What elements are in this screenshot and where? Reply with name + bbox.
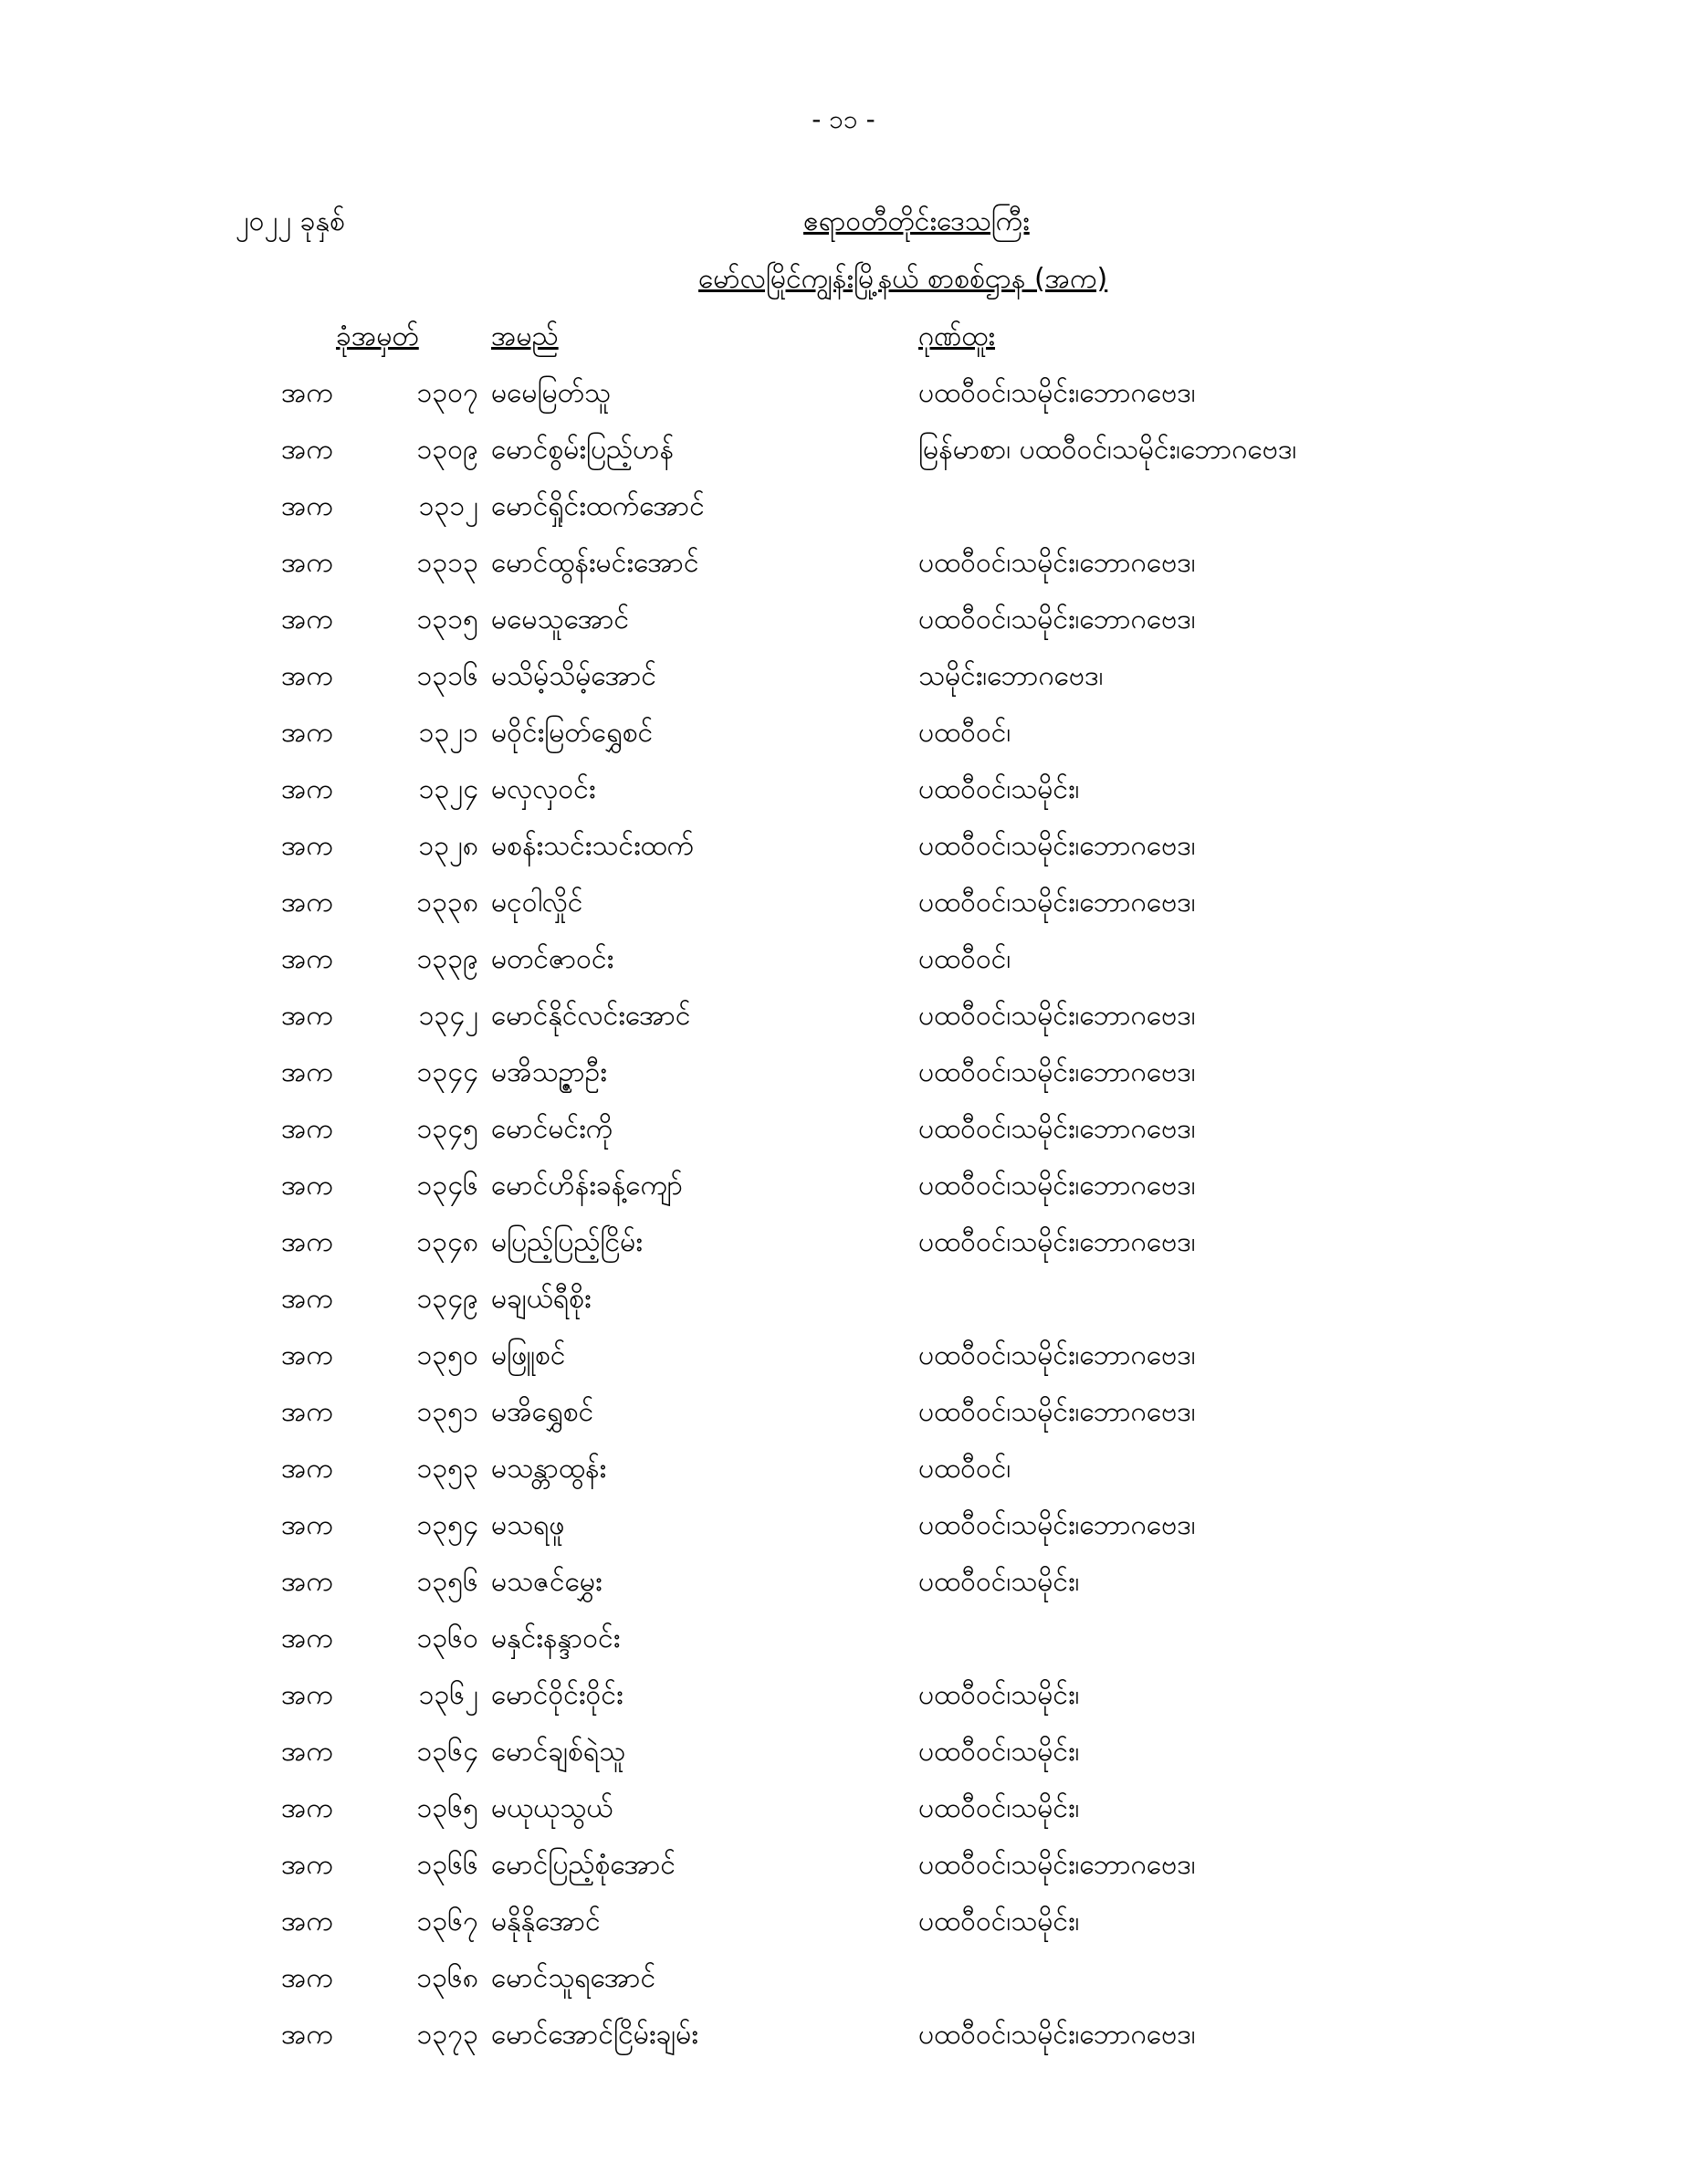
roll-number: ၁၃၅၃ — [416, 1453, 478, 1485]
roll-number: ၁၃၁၂ — [418, 490, 478, 522]
list-item — [0, 1337, 1687, 1393]
list-item — [0, 1563, 1687, 1620]
distinction-subjects: ပထဝီဝင်၊သမိုင်း၊ဘောဂဗေဒ၊ — [918, 1509, 1196, 1541]
list-item — [0, 1167, 1687, 1223]
roll-prefix: အက — [281, 1226, 333, 1258]
roll-number: ၁၃၀၉ — [416, 434, 478, 466]
roll-prefix: အက — [281, 1113, 333, 1145]
distinction-subjects: ပထဝီဝင်၊ — [918, 717, 1011, 749]
list-item — [0, 1846, 1687, 1903]
roll-number: ၁၃၄၉ — [416, 1283, 478, 1315]
roll-prefix: အက — [281, 943, 333, 975]
roll-number: ၁၃၀၇ — [416, 377, 478, 409]
roll-number: ၁၃၆၅ — [416, 1792, 478, 1824]
student-name: မဝိုင်းမြတ်ရွှေစင် — [491, 717, 654, 749]
list-item — [0, 1450, 1687, 1507]
roll-prefix: အက — [281, 660, 333, 692]
roll-prefix: အက — [281, 1566, 333, 1598]
roll-number: ၁၃၆၄ — [416, 1736, 478, 1768]
distinction-subjects: မြန်မာစာ၊ ပထဝီဝင်၊သမိုင်း၊ဘောဂဗေဒ၊ — [918, 434, 1297, 466]
student-name: မစန်းသင်းသင်းထက် — [491, 830, 695, 862]
roll-number: ၁၃၄၆ — [416, 1170, 478, 1202]
roll-number: ၁၃၄၄ — [416, 1056, 478, 1088]
roll-prefix: အက — [281, 1396, 333, 1428]
page-number: - ၁၁ - — [812, 104, 875, 134]
student-name: မောင်သူရအောင် — [491, 1962, 656, 1994]
student-name: မောင်အောင်ငြိမ်းချမ်း — [491, 2019, 698, 2051]
student-name: မတင်ဇာဝင်း — [491, 943, 614, 975]
region-title: ဧရာဝတီတိုင်းဒေသကြီး — [803, 205, 1030, 237]
student-name: မချယ်ရီစိုး — [491, 1283, 592, 1315]
results-list — [0, 374, 1687, 2073]
roll-number: ၁၃၄၈ — [416, 1226, 478, 1258]
distinction-subjects: ပထဝီဝင်၊သမိုင်း၊ဘောဂဗေဒ၊ — [918, 377, 1196, 409]
distinction-subjects: ပထဝီဝင်၊သမိုင်း၊ဘောဂဗေဒ၊ — [918, 887, 1196, 919]
list-item — [0, 771, 1687, 827]
roll-prefix: အက — [281, 1283, 333, 1315]
list-item — [0, 1959, 1687, 2016]
distinction-subjects: ပထဝီဝင်၊သမိုင်း၊ဘောဂဗေဒ၊ — [918, 604, 1196, 635]
distinction-subjects: ပထဝီဝင်၊သမိုင်း၊ဘောဂဗေဒ၊ — [918, 1170, 1196, 1202]
roll-number: ၁၃၂၄ — [418, 773, 478, 805]
student-name: မမေမြတ်သူ — [491, 377, 611, 409]
roll-number: ၁၃၅၀ — [416, 1339, 478, 1371]
list-item — [0, 1223, 1687, 1280]
roll-number: ၁၃၆၇ — [416, 1906, 478, 1937]
roll-number: ၁၃၁၆ — [416, 660, 478, 692]
roll-number: ၁၃၆၂ — [418, 1679, 478, 1711]
roll-prefix: အက — [281, 717, 333, 749]
list-item — [0, 997, 1687, 1054]
roll-number: ၁၃၃၈ — [416, 887, 478, 919]
list-item — [0, 1507, 1687, 1563]
student-name: မောင်နိုင်လင်းအောင် — [491, 1000, 691, 1032]
roll-number: ၁၃၁၃ — [416, 547, 478, 579]
distinction-subjects: ပထဝီဝင်၊သမိုင်း၊ဘောဂဗေဒ၊ — [918, 1226, 1196, 1258]
list-item — [0, 940, 1687, 997]
roll-number: ၁၃၄၅ — [416, 1113, 478, 1145]
list-item — [0, 1733, 1687, 1790]
student-name: မငုဝါလှိုင် — [491, 887, 583, 919]
roll-prefix: အက — [281, 1622, 333, 1654]
roll-prefix: အက — [281, 1849, 333, 1881]
roll-prefix: အက — [281, 1962, 333, 1994]
student-name: မောင်ထွန်းမင်းအောင် — [491, 547, 699, 579]
list-item — [0, 884, 1687, 940]
roll-prefix: အက — [281, 1679, 333, 1711]
roll-prefix: အက — [281, 1906, 333, 1937]
student-name: မယုယုသွယ် — [491, 1792, 613, 1824]
student-name: မသဇင်မွှေး — [491, 1566, 602, 1598]
distinction-subjects: ပထဝီဝင်၊သမိုင်း၊ဘောဂဗေဒ၊ — [918, 1339, 1196, 1371]
list-item — [0, 1903, 1687, 1959]
roll-number: ၁၃၅၆ — [416, 1566, 478, 1598]
roll-prefix: အက — [281, 2019, 333, 2051]
student-name: မောင်စွမ်းပြည့်ဟန် — [491, 434, 675, 466]
exam-year: ၂၀၂၂ ခုနှစ် — [236, 205, 345, 237]
distinction-subjects: ပထဝီဝင်၊သမိုင်း၊ — [918, 1792, 1080, 1824]
distinction-subjects: ပထဝီဝင်၊သမိုင်း၊ဘောဂဗေဒ၊ — [918, 547, 1196, 579]
list-item — [0, 1676, 1687, 1733]
roll-prefix: အက — [281, 1509, 333, 1541]
roll-prefix: အက — [281, 1339, 333, 1371]
roll-prefix: အက — [281, 490, 333, 522]
student-name: မအိသဥ္ဇာဦး — [491, 1056, 607, 1088]
student-name: မဖြူစင် — [491, 1339, 566, 1371]
distinction-subjects: ပထဝီဝင်၊သမိုင်း၊ဘောဂဗေဒ၊ — [918, 830, 1196, 862]
list-item — [0, 827, 1687, 884]
distinction-subjects: ပထဝီဝင်၊သမိုင်း၊ — [918, 1906, 1080, 1937]
roll-number: ၁၃၆၆ — [416, 1849, 478, 1881]
roll-prefix: အက — [281, 547, 333, 579]
distinction-subjects: ပထဝီဝင်၊သမိုင်း၊ဘောဂဗေဒ၊ — [918, 1113, 1196, 1145]
roll-number: ၁၃၂၈ — [418, 830, 478, 862]
roll-prefix: အက — [281, 1792, 333, 1824]
column-header-name: အမည် — [491, 320, 559, 352]
student-name: မောင်ဝိုင်းဝိုင်း — [491, 1679, 623, 1711]
student-name: မပြည့်ပြည့်ငြိမ်း — [491, 1226, 643, 1258]
distinction-subjects: ပထဝီဝင်၊သမိုင်း၊ — [918, 1566, 1080, 1598]
roll-prefix: အက — [281, 773, 333, 805]
student-name: မနှင်းနန္ဒာဝင်း — [491, 1622, 621, 1654]
student-name: မသရဖူ — [491, 1509, 565, 1541]
distinction-subjects: ပထဝီဝင်၊သမိုင်း၊ဘောဂဗေဒ၊ — [918, 1000, 1196, 1032]
distinction-subjects: သမိုင်း၊ဘောဂဗေဒ၊ — [918, 660, 1104, 692]
list-item — [0, 1110, 1687, 1167]
list-item — [0, 544, 1687, 601]
student-name: မမေသူအောင် — [491, 604, 630, 635]
list-item — [0, 431, 1687, 488]
list-item — [0, 601, 1687, 657]
distinction-subjects: ပထဝီဝင်၊ — [918, 943, 1011, 975]
roll-prefix: အက — [281, 434, 333, 466]
student-name: မောင်မင်းကို — [491, 1113, 613, 1145]
distinction-subjects: ပထဝီဝင်၊သမိုင်း၊ဘောဂဗေဒ၊ — [918, 1849, 1196, 1881]
distinction-subjects: ပထဝီဝင်၊သမိုင်း၊ဘောဂဗေဒ၊ — [918, 1056, 1196, 1088]
list-item — [0, 1280, 1687, 1337]
roll-number: ၁၃၄၂ — [418, 1000, 478, 1032]
list-item — [0, 1620, 1687, 1676]
distinction-subjects: ပထဝီဝင်၊သမိုင်း၊ — [918, 773, 1080, 805]
roll-prefix: အက — [281, 830, 333, 862]
roll-prefix: အက — [281, 377, 333, 409]
list-item — [0, 374, 1687, 431]
list-item — [0, 1790, 1687, 1846]
roll-number: ၁၃၃၉ — [416, 943, 478, 975]
roll-number: ၁၃၇၃ — [416, 2019, 478, 2051]
roll-number: ၁၃၆၈ — [416, 1962, 478, 1994]
list-item — [0, 714, 1687, 771]
distinction-subjects: ပထဝီဝင်၊သမိုင်း၊ — [918, 1679, 1080, 1711]
roll-prefix: အက — [281, 887, 333, 919]
student-name: မသိမ့်သိမ့်အောင် — [491, 660, 657, 692]
roll-prefix: အက — [281, 1453, 333, 1485]
column-header-distinction: ဂုဏ်ထူး — [918, 320, 995, 352]
roll-number: ၁၃၅၁ — [416, 1396, 478, 1428]
student-name: မောင်ချစ်ရဲသူ — [491, 1736, 626, 1768]
distinction-subjects: ပထဝီဝင်၊သမိုင်း၊ဘောဂဗေဒ၊ — [918, 2019, 1196, 2051]
roll-number: ၁၃၁၅ — [416, 604, 478, 635]
distinction-subjects: ပထဝီဝင်၊သမိုင်း၊ — [918, 1736, 1080, 1768]
list-item — [0, 657, 1687, 714]
student-name: မောင်ပြည့်စုံအောင် — [491, 1849, 676, 1881]
student-name: မောင်ရှိုင်းထက်အောင် — [491, 490, 705, 522]
list-item — [0, 2016, 1687, 2073]
student-name: မနိုနိုအောင် — [491, 1906, 601, 1937]
roll-prefix: အက — [281, 1736, 333, 1768]
roll-prefix: အက — [281, 1056, 333, 1088]
column-header-roll-number: ခုံအမှတ် — [336, 320, 419, 352]
roll-prefix: အက — [281, 1170, 333, 1202]
list-item — [0, 488, 1687, 544]
roll-number: ၁၃၆၀ — [416, 1622, 478, 1654]
student-name: မအိရွှေစင် — [491, 1396, 594, 1428]
student-name: မလှလှဝင်း — [491, 773, 596, 805]
student-name: မောင်ဟိန်းခန့်ကျော် — [491, 1170, 684, 1202]
list-item — [0, 1054, 1687, 1110]
exam-center-title: မော်လမြိုင်ကျွန်းမြို့နယ် စာစစ်ဌာန (အက) — [698, 263, 1108, 295]
roll-prefix: အက — [281, 1000, 333, 1032]
list-item — [0, 1393, 1687, 1450]
student-name: မသန္တာထွန်း — [491, 1453, 607, 1485]
distinction-subjects: ပထဝီဝင်၊ — [918, 1453, 1011, 1485]
roll-number: ၁၃၅၄ — [416, 1509, 478, 1541]
roll-number: ၁၃၂၁ — [418, 717, 478, 749]
roll-prefix: အက — [281, 604, 333, 635]
distinction-subjects: ပထဝီဝင်၊သမိုင်း၊ဘောဂဗေဒ၊ — [918, 1396, 1196, 1428]
